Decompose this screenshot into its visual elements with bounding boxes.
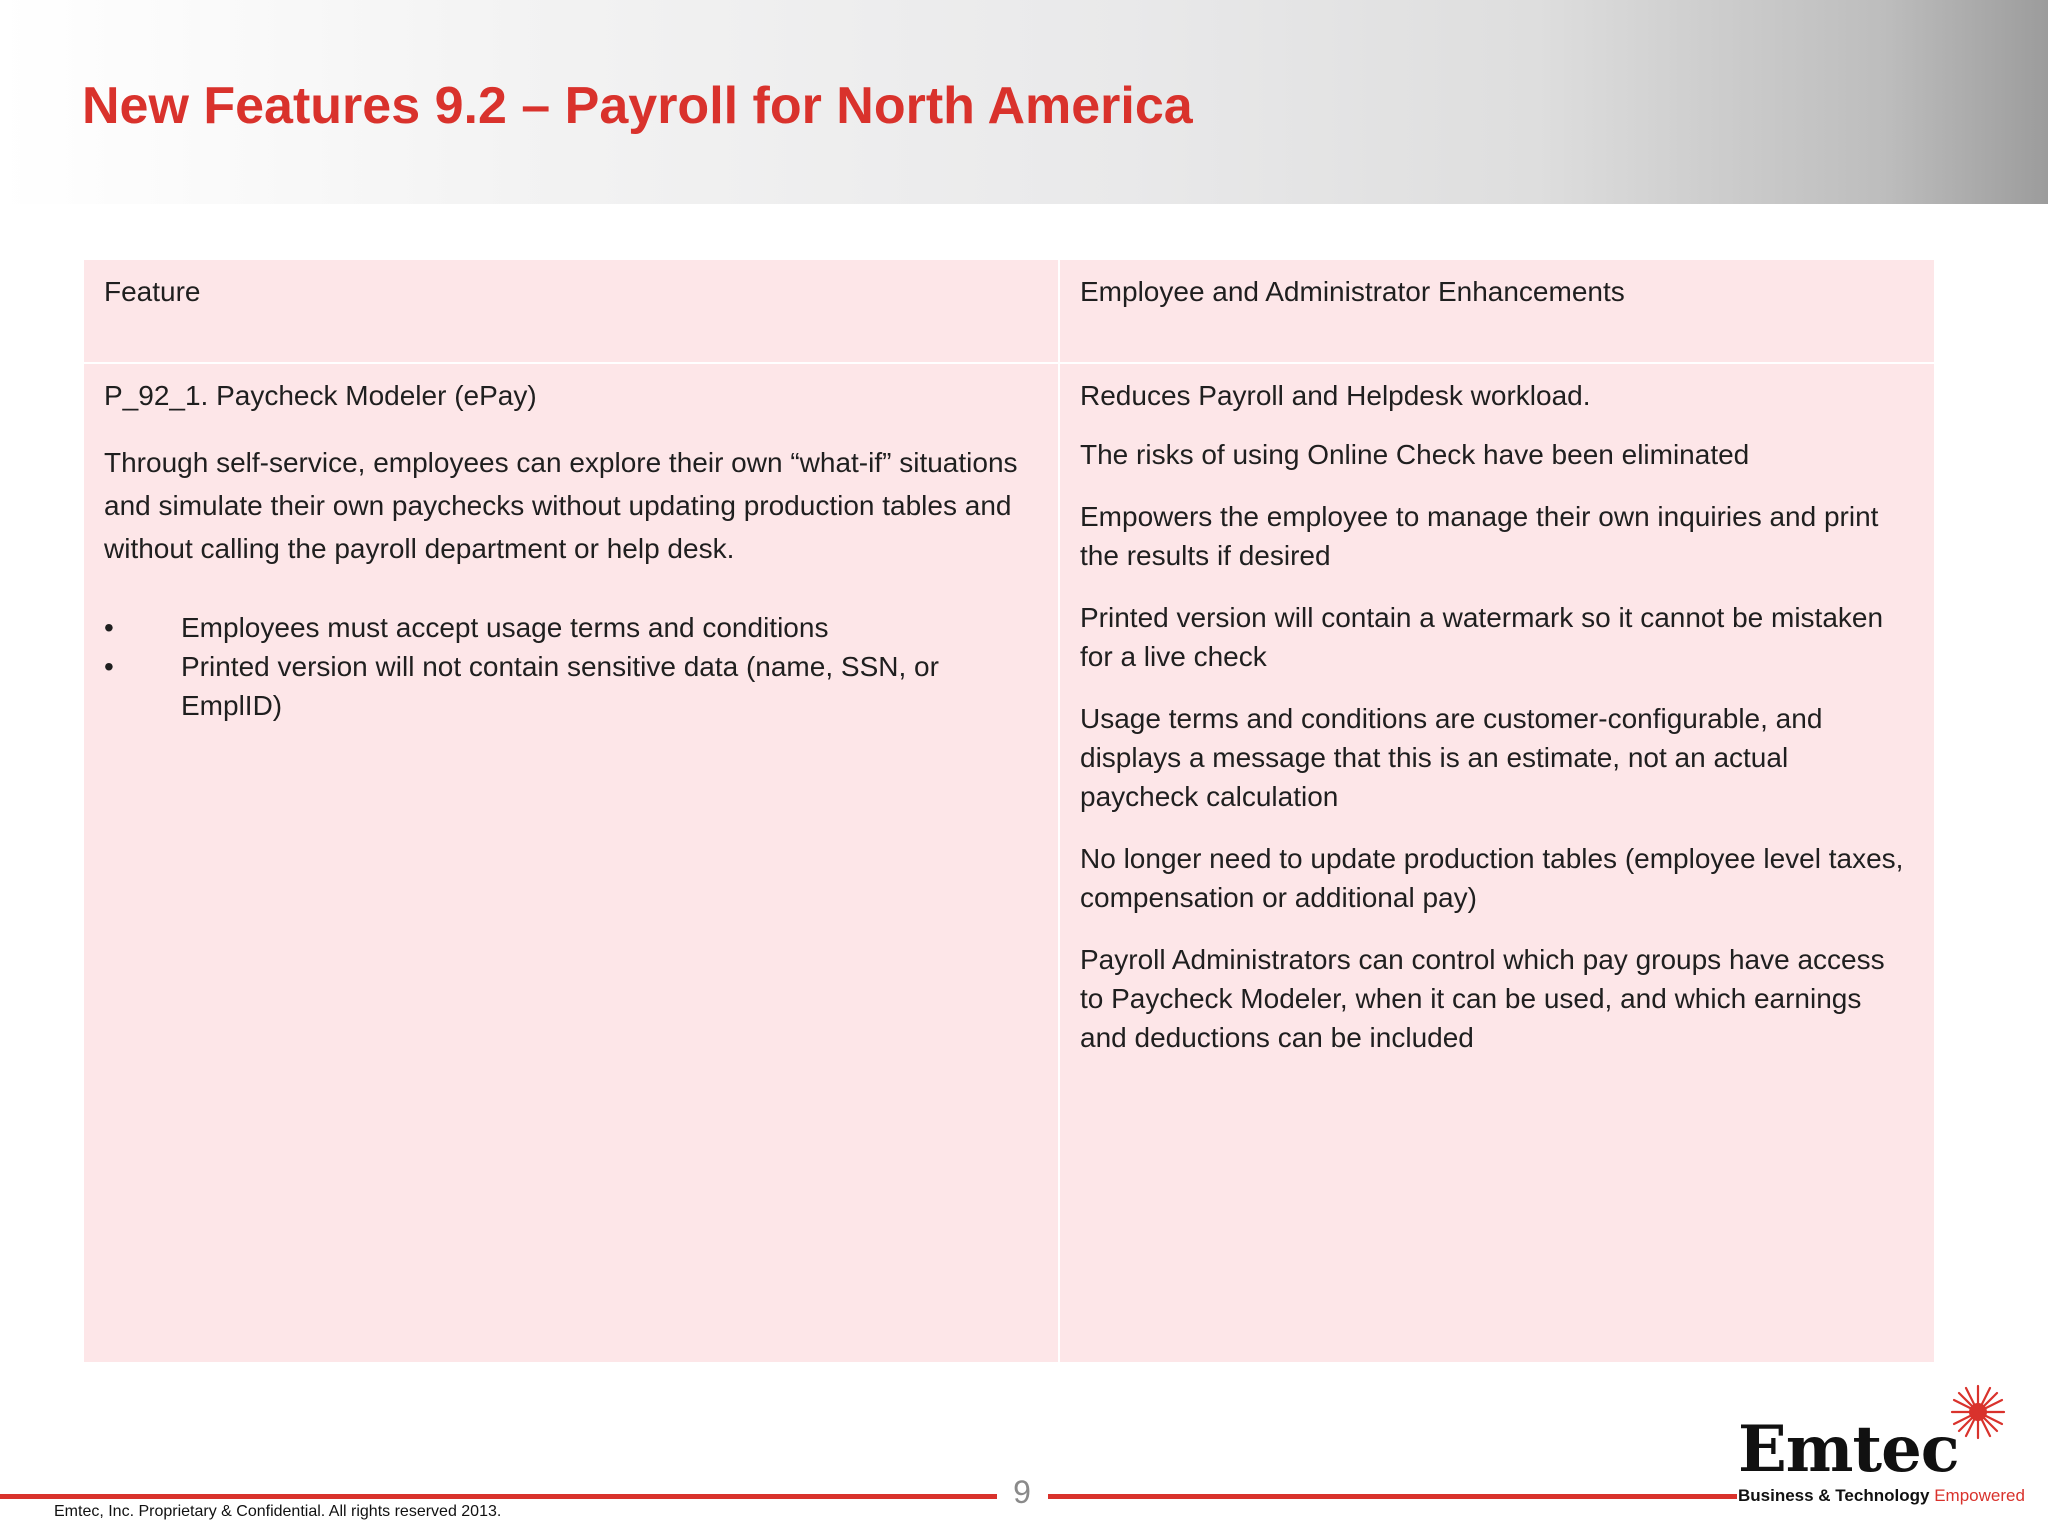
logo-wordmark: Emtec — [1738, 1412, 1959, 1487]
list-item — [104, 608, 1038, 647]
slide-title: New Features 9.2 – Payroll for North America — [82, 77, 1193, 135]
enhancement-item: The risks of using Online Check have been eliminated — [1080, 439, 1750, 470]
enhancement-item: Printed version will contain a watermark so it cannot be mistaken for a live check — [1080, 602, 1884, 672]
bullet-text: Printed version will not contain sensitive data (name, SSN, or EmplID) — [181, 651, 939, 721]
table-row — [83, 363, 1935, 1363]
feature-description: Through self-service, employees can explore their own “what-if” situations and simulate their own paychecks without updating production tables and without calling the payroll department or help desk. — [104, 447, 1018, 564]
bullet-icon: • — [104, 612, 114, 643]
table-header-row — [83, 259, 1935, 363]
starburst-icon — [1950, 1384, 2006, 1440]
logo-tagline-accent: Empowered — [1934, 1486, 2025, 1505]
footer-rule-right — [1048, 1494, 1737, 1499]
features-table — [82, 258, 1936, 1364]
feature-bullet-list — [104, 608, 1038, 725]
enhancement-item: No longer need to update production tables (employee level taxes, compensation or additional pay) — [1080, 843, 1904, 913]
feature-cell — [83, 363, 1059, 1363]
column-header-enhancements: Employee and Administrator Enhancements — [1059, 259, 1935, 363]
emtec-logo — [1738, 1384, 2038, 1514]
enhancement-item: Reduces Payroll and Helpdesk workload. — [1080, 380, 1591, 411]
footer-rule-left — [0, 1494, 997, 1499]
enhancements-cell — [1059, 363, 1935, 1363]
logo-tagline-main: Business & Technology — [1738, 1486, 1930, 1505]
enhancement-item: Payroll Administrators can control which pay groups have access to Paycheck Modeler, when it can be used, and which earnings and deductions can be included — [1080, 944, 1885, 1053]
bullet-icon: • — [104, 651, 114, 682]
enhancement-item: Usage terms and conditions are customer-configurable, and displays a message that this is an estimate, not an actual paycheck calculation — [1080, 703, 1823, 812]
column-header-feature: Feature — [83, 259, 1059, 363]
logo-tagline — [1738, 1486, 2025, 1506]
bullet-text: Employees must accept usage terms and conditions — [181, 612, 829, 643]
list-item — [104, 647, 1038, 725]
page-number: 9 — [1013, 1474, 1031, 1510]
feature-name: P_92_1. Paycheck Modeler (ePay) — [104, 380, 537, 411]
enhancement-item: Empowers the employee to manage their own inquiries and print the results if desired — [1080, 501, 1879, 571]
footer-copyright: Emtec, Inc. Proprietary & Confidential. All rights reserved 2013. — [54, 1503, 502, 1520]
